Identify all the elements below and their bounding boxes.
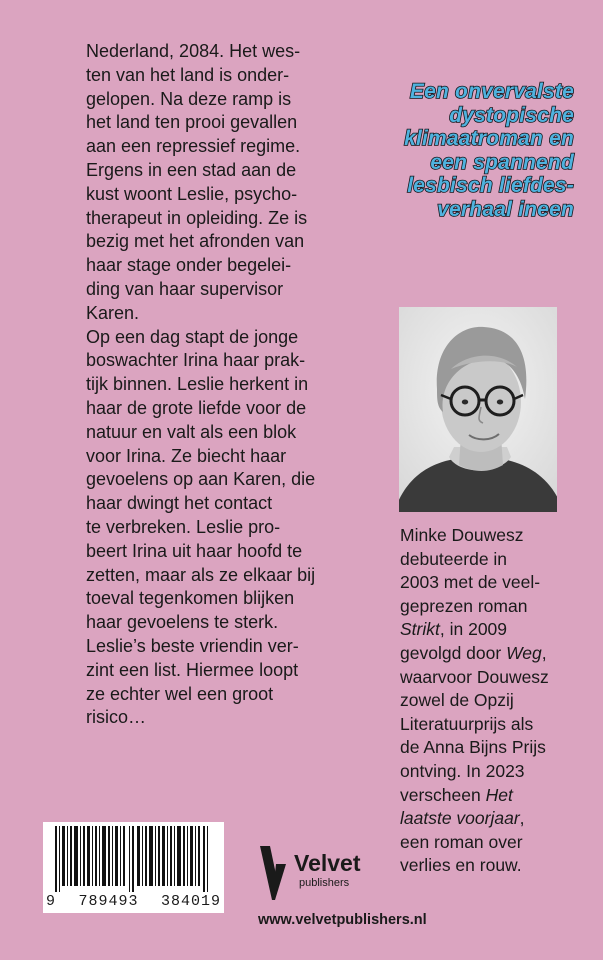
text-line: aan een repressief regime. [86,136,301,157]
tagline-line: lesbisch liefdes- [407,174,574,197]
bio-line: de Anna Bijns Prijs [400,737,546,758]
tagline-line: klimaatroman en [404,127,574,150]
text-line: ze echter wel een groot [86,683,274,704]
text-line: ding van haar supervisor [86,278,284,299]
text-line: gelopen. Na deze ramp is [86,88,292,109]
text-line: het land ten prooi gevallen [86,112,298,133]
text-line: voor Irina. Ze biecht haar [86,445,287,466]
bio-line: ontving. In 2023 [400,760,525,781]
tagline-line: een spannend [430,150,574,174]
isbn-digit-group: 384019 [160,893,221,910]
text-line: te verbreken. Leslie pro- [86,516,281,537]
tagline-line: verhaal ineen [437,197,574,221]
book-title-part: laatste voorjaar [400,808,520,829]
isbn-digit-group: 9 [46,893,57,910]
isbn-digit-group: 789493 [78,893,139,910]
publisher-logo [258,844,398,902]
bio-line: een roman over [400,831,523,852]
isbn-digits [43,893,224,910]
text-line: tijk binnen. Leslie herkent in [86,374,309,395]
velvet-v-icon [258,844,292,902]
blurb-paragraph-1 [86,40,356,326]
text-line: Nederland, 2084. Het wes- [86,41,301,61]
text-line: ten van het land is onder- [86,64,290,85]
author-bio [400,524,565,878]
text-line: boswachter Irina haar prak- [86,350,306,371]
barcode-bars [43,822,224,894]
text-line: natuur en valt als een blok [86,421,297,442]
publisher-name: Velvet [294,850,361,876]
bio-line: , [541,642,547,663]
tagline [342,80,574,221]
publisher-subtitle: publishers [299,877,350,889]
author-photo [399,307,557,512]
book-title-part: Het [485,784,513,805]
bio-line: verlies en rouw. [400,855,522,876]
book-title-strikt: Strikt [400,619,440,640]
text-line: zetten, maar als ze elkaar bij [86,564,316,585]
bio-line: zowel de Opzij [400,690,514,711]
bio-line: geprezen roman [400,595,528,616]
tagline-line: Een onvervalste [409,80,574,103]
bio-line: Literatuurprijs als [400,713,534,734]
bio-line: gevolgd door [400,642,507,663]
text-line: kust woont Leslie, psycho- [86,183,298,204]
text-line: zint een list. Hiermee loopt [86,659,299,680]
author-portrait-illustration [399,307,557,512]
blurb [86,40,356,730]
bio-line: waarvoor Douwesz [400,666,549,687]
bio-line: debuteerde in [400,548,508,569]
isbn-barcode [43,822,224,913]
publisher-url: www.velvetpublishers.nl [258,912,427,928]
bio-line: , in 2009 [439,619,508,640]
text-line: beert Irina uit haar hoofd te [86,540,303,561]
text-line: bezig met het afronden van [86,231,305,252]
text-line: haar stage onder begelei- [86,255,292,276]
text-line: Karen. [86,302,140,323]
text-line: Leslie’s beste vriendin ver- [86,635,299,656]
text-line: toeval tegenkomen blijken [86,588,295,609]
bio-line: , [519,808,525,829]
text-line: haar gevoelens te sterk. [86,612,279,633]
tagline-line: dystopische [449,103,574,127]
text-line: haar de grote liefde voor de [86,397,307,418]
bio-line: verscheen [400,784,486,805]
text-line: risico… [86,707,147,728]
bio-line: 2003 met de veel- [400,572,541,593]
bio-line: Minke Douwesz [400,525,524,545]
text-line: therapeut in opleiding. Ze is [86,207,308,228]
text-line: Ergens in een stad aan de [86,159,297,180]
text-line: gevoelens op aan Karen, die [86,469,316,490]
text-line: haar dwingt het contact [86,493,273,514]
book-title-weg: Weg [506,642,542,663]
blurb-paragraph-2 [86,326,356,731]
text-line: Op een dag stapt de jonge [86,326,299,347]
